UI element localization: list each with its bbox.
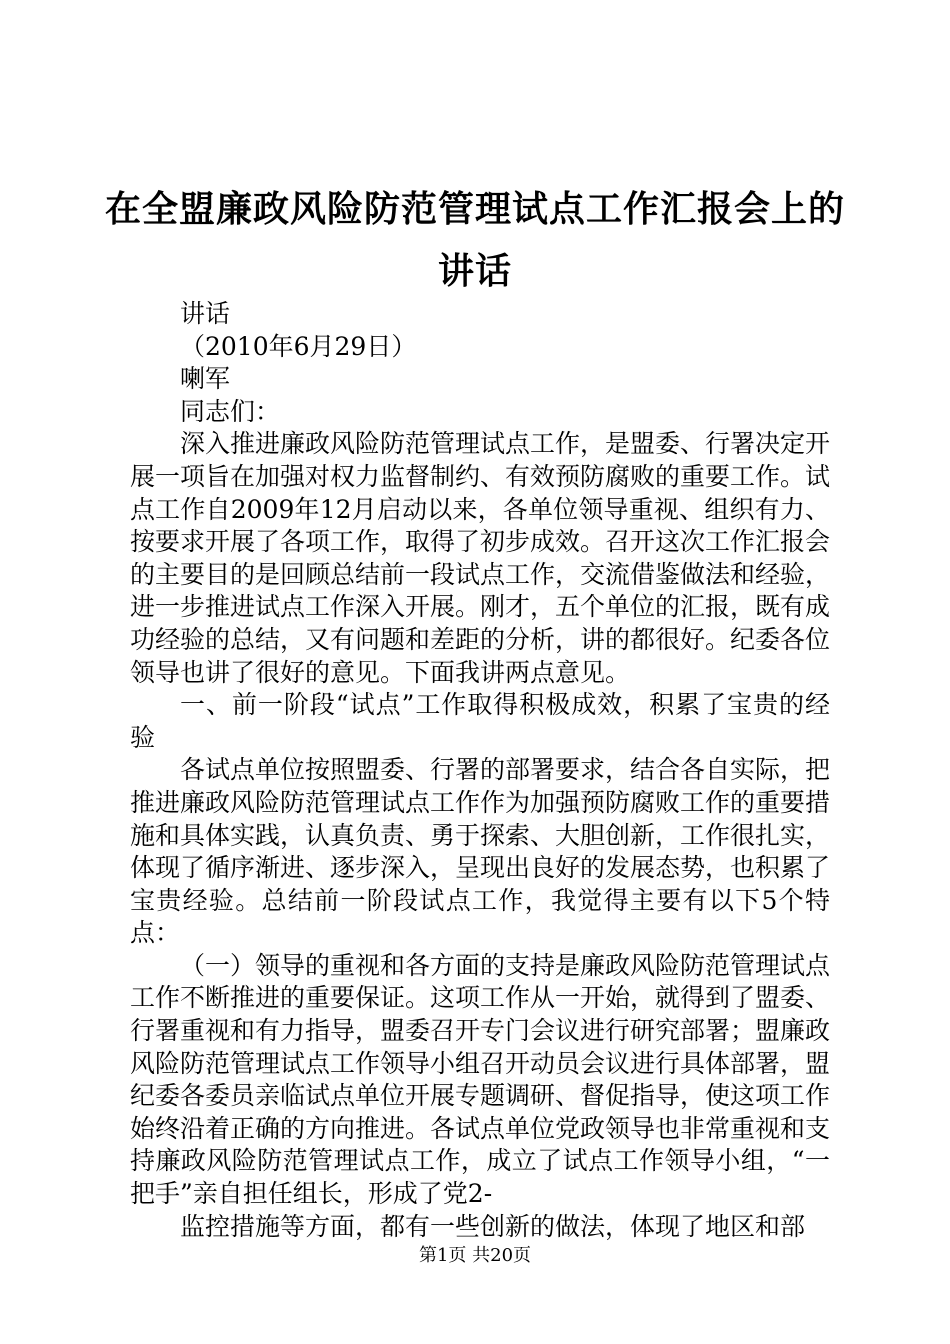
paragraph-intro: 深入推进廉政风险防范管理试点工作，是盟委、行署决定开展一项旨在加强对权力监督制约、有效预防腐败的重要工作。试点工作自2009年12月启动以来，各单位领导重视、组织有力、按要求开展了各项工作，取得了初步成效。召开这次工作汇报会的主要目的是回顾总结前一段试点工作，交流借鉴做法和经验，进一步推进试点工作深入开展。刚才，五个单位的汇报，既有成功经验的总结，又有问题和差距的分析，讲的都很好。纪委各位领导也讲了很好的意见。下面我讲两点意见。 bbox=[130, 429, 831, 687]
paragraph-date: （2010年6月29日） bbox=[180, 331, 417, 361]
paragraph-speech-label: 讲话 bbox=[180, 299, 231, 328]
paragraph-speaker: 喇军 bbox=[180, 364, 231, 394]
paragraph-continued: 监控措施等方面，都有一些创新的做法，体现了地区和部 bbox=[180, 1211, 806, 1241]
paragraph-point-1: （一）领导的重视和各方面的支持是廉政风险防范管理试点工作不断推进的重要保证。这项工作从一开始，就得到了盟委、行署重视和有力指导，盟委召开专门会议进行研究部署；盟廉政风险防范管理试点工作领导小组召开动员会议进行具体部署，盟纪委各委员亲临试点单位开展专题调研、督促指导，使这项工作始终沿着正确的方向推进。各试点单位党政领导也非常重视和支持廉政风险防范管理试点工作，成立了试点工作领导小组，“一把手”亲自担任组长，形成了党2- bbox=[130, 950, 831, 1209]
section-heading-1: 一、前一阶段“试点”工作取得积极成效，积累了宝贵的经验 bbox=[130, 690, 830, 752]
paragraph-salutation: 同志们： bbox=[180, 396, 281, 426]
document-body bbox=[130, 298, 830, 1243]
page-footer: 第1页 共20页 bbox=[418, 1245, 532, 1266]
document-title: 在全盟廉政风险防范管理试点工作汇报会上的讲话 bbox=[104, 188, 845, 292]
paragraph-section-1: 各试点单位按照盟委、行署的部署要求，结合各自实际，把推进廉政风险防范管理试点工作作为加强预防腐败工作的重要措施和具体实践，认真负责、勇于探索、大胆创新，工作很扎实，体现了循序渐进、逐步深入，呈现出良好的发展态势，也积累了宝贵经验。总结前一阶段试点工作，我觉得主要有以下5个特点： bbox=[130, 755, 831, 948]
